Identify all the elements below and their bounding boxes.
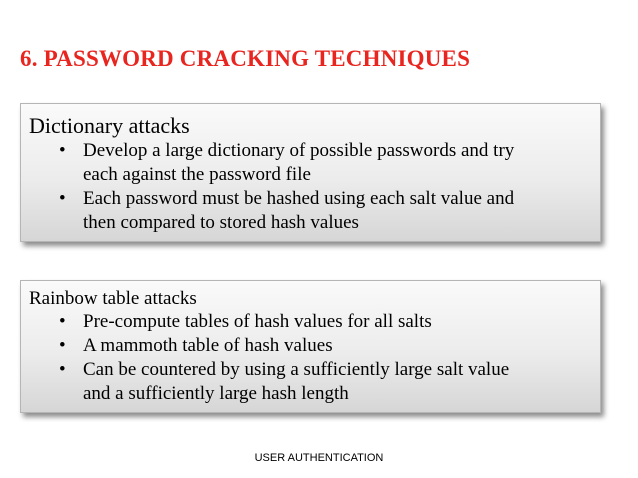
bullet-icon: •	[59, 359, 66, 380]
list-item-line: Pre-compute tables of hash values for all salts	[83, 311, 432, 332]
slide-title: 6. PASSWORD CRACKING TECHNIQUES	[20, 46, 471, 71]
list-item	[29, 187, 600, 235]
bullet-list	[29, 310, 600, 406]
list-item	[29, 358, 600, 406]
list-item-line: then compared to stored hash values	[83, 212, 359, 233]
list-item	[29, 310, 600, 334]
bullet-icon: •	[59, 335, 66, 356]
dictionary-attacks-box	[20, 103, 601, 242]
list-item-line: A mammoth table of hash values	[83, 335, 333, 356]
bullet-icon: •	[59, 188, 66, 209]
list-item	[29, 139, 600, 187]
rainbow-table-attacks-box	[20, 280, 601, 413]
list-item-line: Each password must be hashed using each salt value and	[83, 188, 515, 209]
list-item-line: and a sufficiently large hash length	[83, 383, 349, 404]
box-heading: Dictionary attacks	[29, 113, 190, 138]
bullet-icon: •	[59, 311, 66, 332]
list-item-line: each against the password file	[83, 164, 311, 185]
slide-footer: USER AUTHENTICATION	[254, 452, 384, 464]
bullet-icon: •	[59, 140, 66, 161]
list-item-line: Develop a large dictionary of possible passwords and try	[83, 140, 515, 161]
box-heading: Rainbow table attacks	[29, 288, 197, 309]
bullet-list	[29, 139, 600, 235]
list-item-line: Can be countered by using a sufficiently large salt value	[83, 359, 510, 380]
list-item	[29, 334, 600, 358]
